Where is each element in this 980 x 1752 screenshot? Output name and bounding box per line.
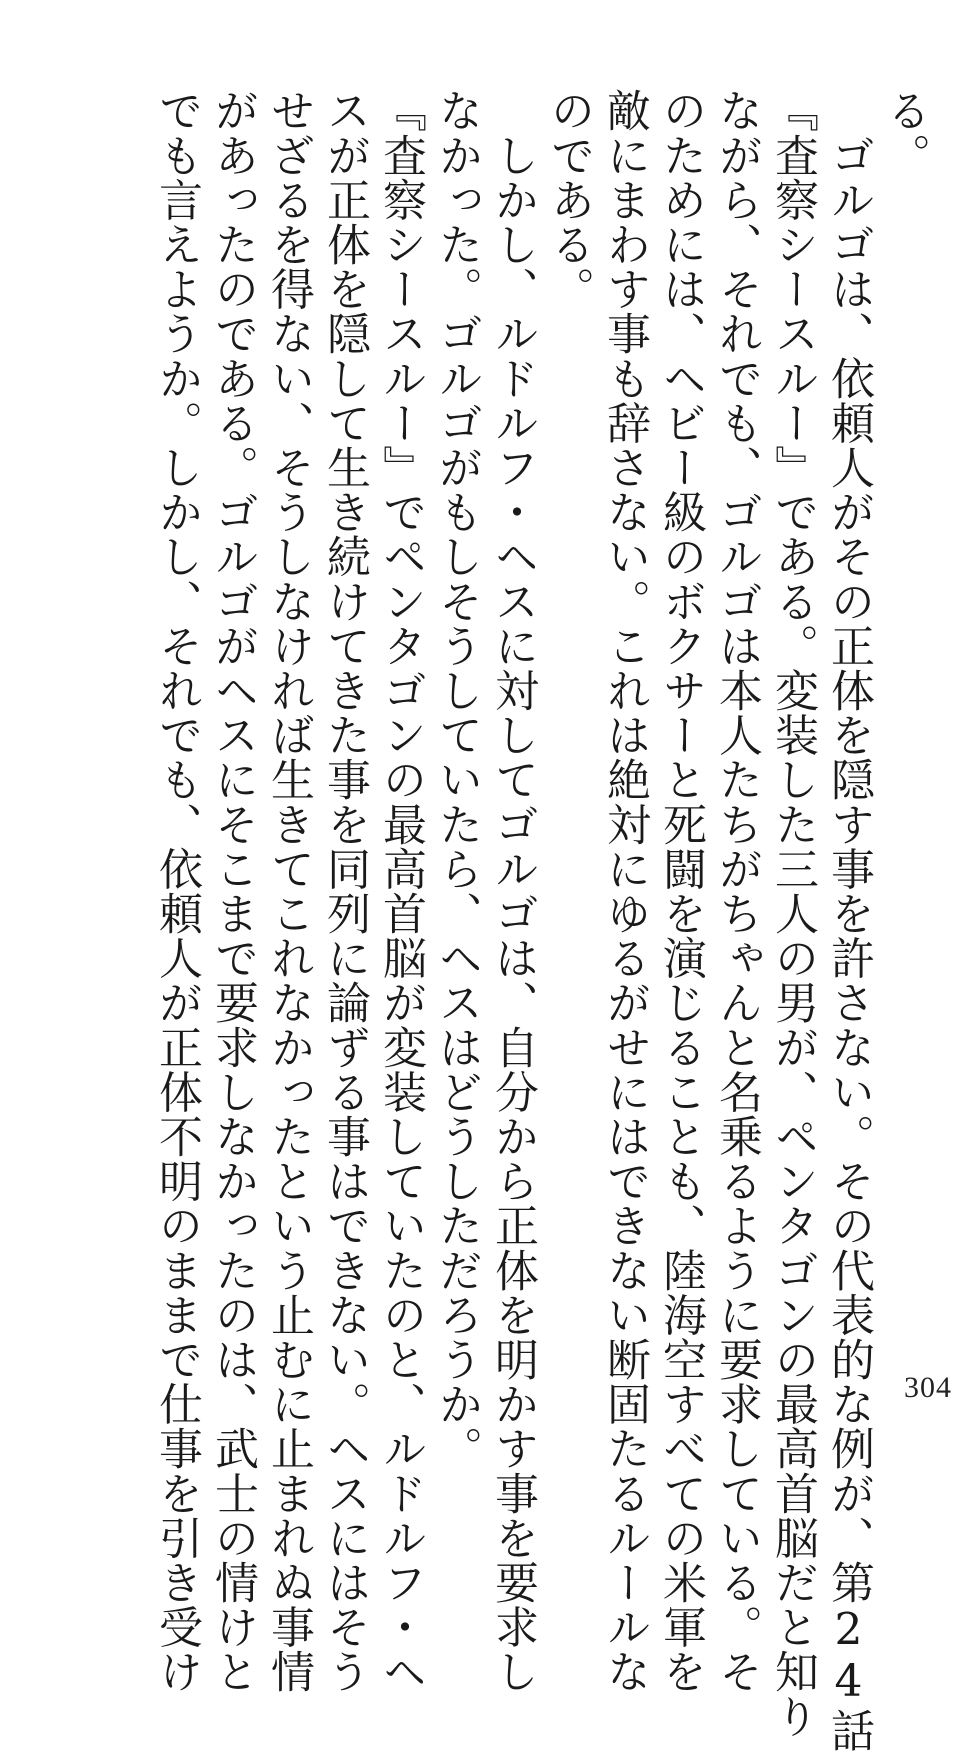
text-line: のためには、ヘビー級のボクサーと死闘を演じることも、陸海空すべての米軍を <box>655 88 706 1694</box>
page-number: 304 <box>904 1371 952 1404</box>
text-line: があったのである。ゴルゴがヘスにそこまで要求しなかったのは、武士の情けと <box>207 88 258 1694</box>
text-line: でも言えようか。しかし、それでも、依頼人が正体不明のままで仕事を引き受け <box>151 88 202 1694</box>
text-line: スが正体を隠して生き続けてきた事を同列に論ずる事はできない。ヘスにはそう <box>319 88 370 1694</box>
text-line: ながら、それでも、ゴルゴは本人たちがちゃんと名乗るように要求している。そ <box>711 88 762 1694</box>
text-line: せざるを得ない、そうしなければ生きてこれなかったという止むに止まれぬ事情 <box>263 88 314 1694</box>
text-line: 敵にまわす事も辞さない。これは絶対にゆるがせにはできない断固たるルールな <box>599 88 650 1694</box>
text-line: ゴルゴは、依頼人がその正体を隠す事を許さない。その代表的な例が、第24話 <box>823 88 874 1752</box>
text-line: る。 <box>879 88 930 178</box>
text-line: なかった。ゴルゴがもしそうしていたら、ヘスはどうしただろうか。 <box>431 88 482 1471</box>
text-line: しかし、ルドルフ・ヘスに対してゴルゴは、自分から正体を明かす事を要求し <box>487 88 538 1694</box>
text-line: のである。 <box>543 88 594 311</box>
text-line: 『査察シースルー』である。変装した三人の男が、ペンタゴンの最高首脳だと知り <box>767 88 818 1739</box>
text-line: 『査察シースルー』でペンタゴンの最高首脳が変装していたのと、ルドルフ・ヘ <box>375 88 426 1694</box>
